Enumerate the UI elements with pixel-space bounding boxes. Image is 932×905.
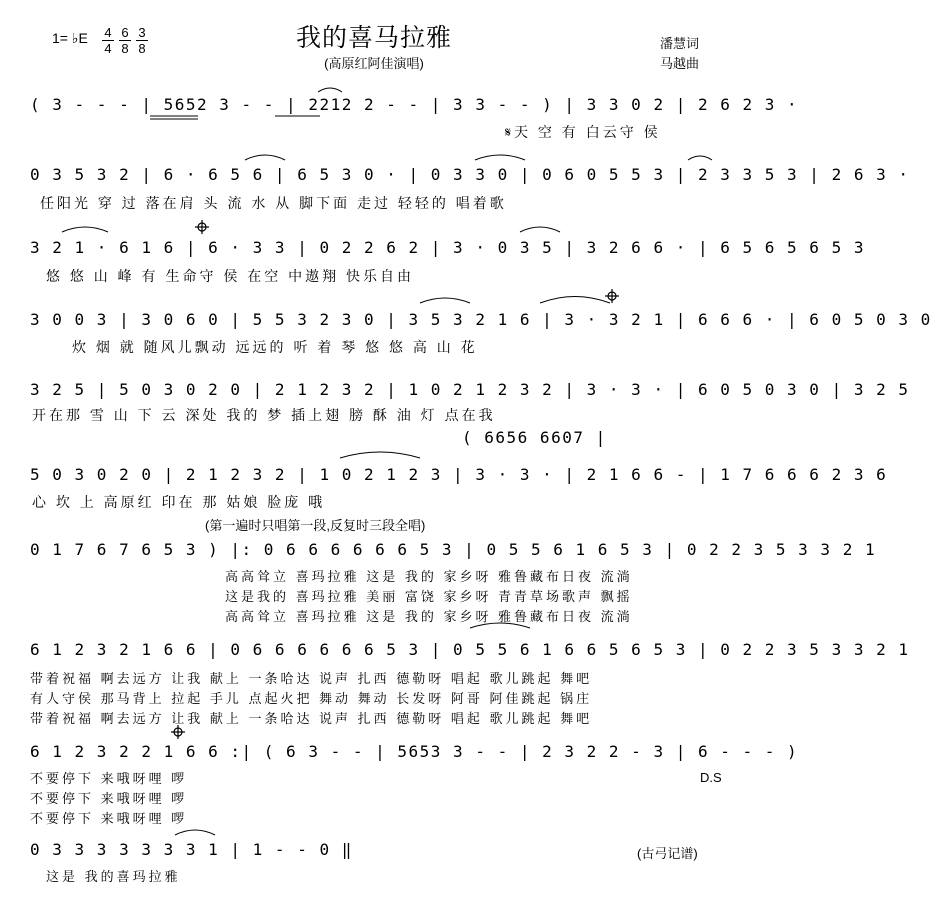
slur-mark — [420, 298, 470, 303]
slur-mark — [318, 88, 342, 92]
lyric-line-7-verse-1: 高高耸立 喜玛拉雅 这是 我的 家乡呀 雅鲁藏布日夜 流淌 — [225, 569, 633, 584]
key-signature: 1= ♭E — [52, 30, 88, 46]
time-signature-6-8: 6 8 — [119, 26, 131, 55]
lyric-line-7-verse-2: 这是我的 喜玛拉雅 美丽 富饶 家乡呀 青青草场歌声 飘摇 — [225, 589, 633, 604]
notation-line-8: 6 1 2 3 2 1 6 6 | 0 6 6 6 6 6 6 5 3 | 0 5 5 6 1 6 6 5 6 5 3 | 0 2 2 3 5 3 3 2 1 — [30, 640, 910, 659]
lyric-line-5: 开在那 雪 山 下 云 深处 我的 梦 插上翅 膀 酥 油 灯 点在我 — [32, 407, 496, 423]
slur-mark — [62, 227, 108, 232]
lyric-line-9-verse-1: 不要停下 来哦呀哩 啰 — [30, 771, 188, 786]
notation-line-1: ( 3 - - - | 5652 3 - - | 2212 2 - - | 3 3 - - ) | 3 3 0 2 | 2 6 2 3 · — [30, 95, 799, 114]
slur-mark — [245, 155, 285, 160]
lyric-line-7-verse-3: 高高耸立 喜玛拉雅 这是 我的 家乡呀 雅鲁藏布日夜 流淌 — [225, 609, 633, 624]
slur-mark — [470, 623, 530, 628]
notation-line-3: 3 2 1 · 6 1 6 | 6 · 3 3 | 0 2 2 6 2 | 3 · 0 3 5 | 3 2 6 6 · | 6 5 6 5 6 5 3 — [30, 238, 865, 257]
lyric-line-4: 炊 烟 就 随风儿飘动 远远的 听 着 琴 悠 悠 高 山 花 — [72, 339, 478, 355]
repeat-instruction: (第一遍时只唱第一段,反复时三段全唱) — [205, 518, 426, 533]
lyric-line-8-verse-3: 带着祝福 啊去远方 让我 献上 一条哈达 说声 扎西 德勒呀 唱起 歌儿跳起 舞吧 — [30, 711, 593, 726]
lyric-line-9-verse-2: 不要停下 来哦呀哩 啰 — [30, 791, 188, 806]
composer-credit: 马越曲 — [660, 56, 700, 71]
slur-mark — [520, 227, 560, 232]
lyric-line-8-verse-2: 有人守侯 那马背上 拉起 手儿 点起火把 舞动 舞动 长发呀 阿哥 阿佳跳起 锅庄 — [30, 691, 593, 706]
coda-sign-icon — [171, 220, 619, 739]
notation-line-4: 3 0 0 3 | 3 0 6 0 | 5 5 3 2 3 0 | 3 5 3 2 1 6 | 3 · 3 2 1 | 6 6 6 · | 6 0 5 0 3 0 — [30, 310, 932, 329]
lyric-line-1: 𝄋天 空 有 白云守 侯 — [505, 124, 661, 140]
lyric-line-8-verse-1: 带着祝福 啊去远方 让我 献上 一条哈达 说声 扎西 德勒呀 唱起 歌儿跳起 舞吧 — [30, 671, 593, 686]
performer-subtitle: (高原红阿佳演唱) — [324, 56, 424, 71]
notation-line-2: 0 3 5 3 2 | 6 · 6 5 6 | 6 5 3 0 · | 0 3 3 0 | 0 6 0 5 5 3 | 2 3 3 5 3 | 2 6 3 · — [30, 165, 910, 184]
time-signature-3-8: 3 8 — [136, 26, 148, 55]
bracketed-phrase: ( 6656 6607 | — [462, 428, 607, 447]
notation-line-5: 3 2 5 | 5 0 3 0 2 0 | 2 1 2 3 2 | 1 0 2 1 2 3 2 | 3 · 3 · | 6 0 5 0 3 0 | 3 2 5 — [30, 380, 910, 399]
notation-line-7: 0 1 7 6 7 6 5 3 ) |: 0 6 6 6 6 6 6 5 3 | 0 5 5 6 1 6 5 3 | 0 2 2 3 5 3 3 2 1 — [30, 540, 877, 559]
slur-mark — [475, 155, 525, 160]
dal-segno-mark: D.S — [700, 770, 722, 785]
lyric-line-3: 悠 悠 山 峰 有 生命守 侯 在空 中遨翔 快乐自由 — [46, 268, 415, 284]
slur-mark — [540, 297, 610, 304]
lyric-line-10: 这是 我的喜玛拉雅 — [46, 869, 181, 884]
time-signature-4-4: 4 4 — [102, 26, 114, 55]
slur-mark — [175, 830, 215, 835]
lyricist-credit: 潘慧词 — [660, 36, 700, 51]
notation-line-6: 5 0 3 0 2 0 | 2 1 2 3 2 | 1 0 2 1 2 3 | 3 · 3 · | 2 1 6 6 - | 1 7 6 6 6 2 3 6 — [30, 465, 888, 484]
transcriber-credit: (古弓记谱) — [637, 846, 698, 861]
lyric-line-6: 心 坎 上 高原红 印在 那 姑娘 脸庞 哦 — [32, 494, 326, 510]
notation-line-10: 0 3 3 3 3 3 3 3 1 | 1 - - 0 ‖ — [30, 840, 353, 859]
song-title: 我的喜马拉雅 — [295, 23, 452, 52]
notation-line-9: 6 1 2 3 2 2 1 6 6 :| ( 6 3 - - | 5653 3 - - | 2 3 2 2 - 3 | 6 - - - ) — [30, 742, 799, 761]
lyric-line-9-verse-3: 不要停下 来哦呀哩 啰 — [30, 811, 188, 826]
slur-mark — [340, 452, 420, 458]
slur-mark — [688, 156, 712, 160]
lyric-line-2: 任阳光 穿 过 落在肩 头 流 水 从 脚下面 走过 轻轻的 唱着歌 — [40, 195, 507, 211]
